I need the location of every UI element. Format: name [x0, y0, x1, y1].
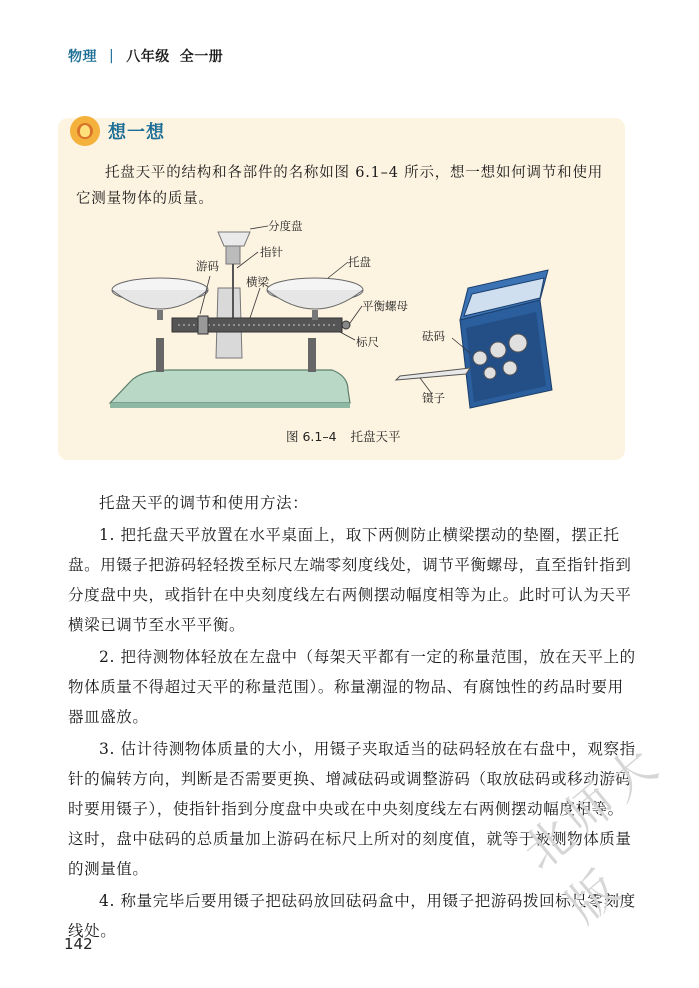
balance-illustration	[100, 218, 570, 418]
think-paragraph	[76, 160, 606, 212]
step-4: 4. 称量完毕后要用镊子把砝码放回砝码盒中，用镊子把游码拨回标尺零刻度线处。	[68, 892, 636, 940]
label-beam: 横梁	[246, 275, 269, 289]
think-title: 想一想	[108, 122, 165, 143]
lightbulb-head-icon	[70, 116, 100, 146]
header-separator: |	[109, 48, 115, 64]
label-balance-nut: 平衡螺母	[362, 299, 408, 313]
grade-label: 八年级	[126, 49, 170, 65]
caption-number: 图 6.1–4	[286, 429, 337, 444]
label-pan: 托盘	[348, 255, 371, 269]
figure-caption	[286, 427, 401, 445]
subject-label: 物理	[68, 49, 97, 65]
label-scale: 标尺	[356, 335, 379, 349]
step-2: 2. 把待测物体轻放在左盘中（每架天平都有一定的称量范围，放在天平上的物体质量不得超过天平的称量范围）。称量潮湿的物品、有腐蚀性的药品时要用器皿盛放。	[68, 648, 636, 726]
label-pointer: 指针	[260, 245, 283, 259]
page-header	[68, 46, 223, 66]
label-weights: 砝码	[422, 329, 445, 343]
balance-figure	[100, 218, 570, 418]
label-tweezers: 镊子	[422, 391, 445, 405]
step-1: 1. 把托盘天平放置在水平桌面上，取下两侧防止横梁摆动的垫圈，摆正托盘。用镊子把游码轻轻拨至标尺左端零刻度线处，调节平衡螺母，直至指针指到分度盘中央，或指针在中央刻度线左右两侧摆动幅度相等为止。此时可认为天平横梁已调节至水平平衡。	[68, 526, 632, 634]
intro-paragraph: 托盘天平的调节和使用方法：	[99, 494, 309, 512]
publisher-watermark: 北师大版	[512, 734, 673, 935]
book-label: 全一册	[179, 49, 224, 65]
caption-title: 托盘天平	[350, 429, 401, 444]
label-dial: 分度盘	[268, 219, 303, 233]
think-text: 托盘天平的结构和各部件的名称如图 6.1–4 所示，想一想如何调节和使用它测量物体的质量。	[76, 165, 604, 207]
label-rider: 游码	[196, 259, 219, 273]
page-number: 142	[64, 935, 93, 953]
step-3: 3. 估计待测物体质量的大小，用镊子夹取适当的砝码轻放在右盘中，观察指针的偏转方向，判断是否需要更换、增减砝码或调整游码（取放砝码或移动游码时要用镊子），使指针指到分度盘中央或在中央刻度线左右两侧摆动幅度相等。这时，盘中砝码的总质量加上游码在标尺上所对的刻度值，就等于被测物体质量的测量值。	[68, 740, 636, 878]
think-heading	[70, 116, 165, 146]
